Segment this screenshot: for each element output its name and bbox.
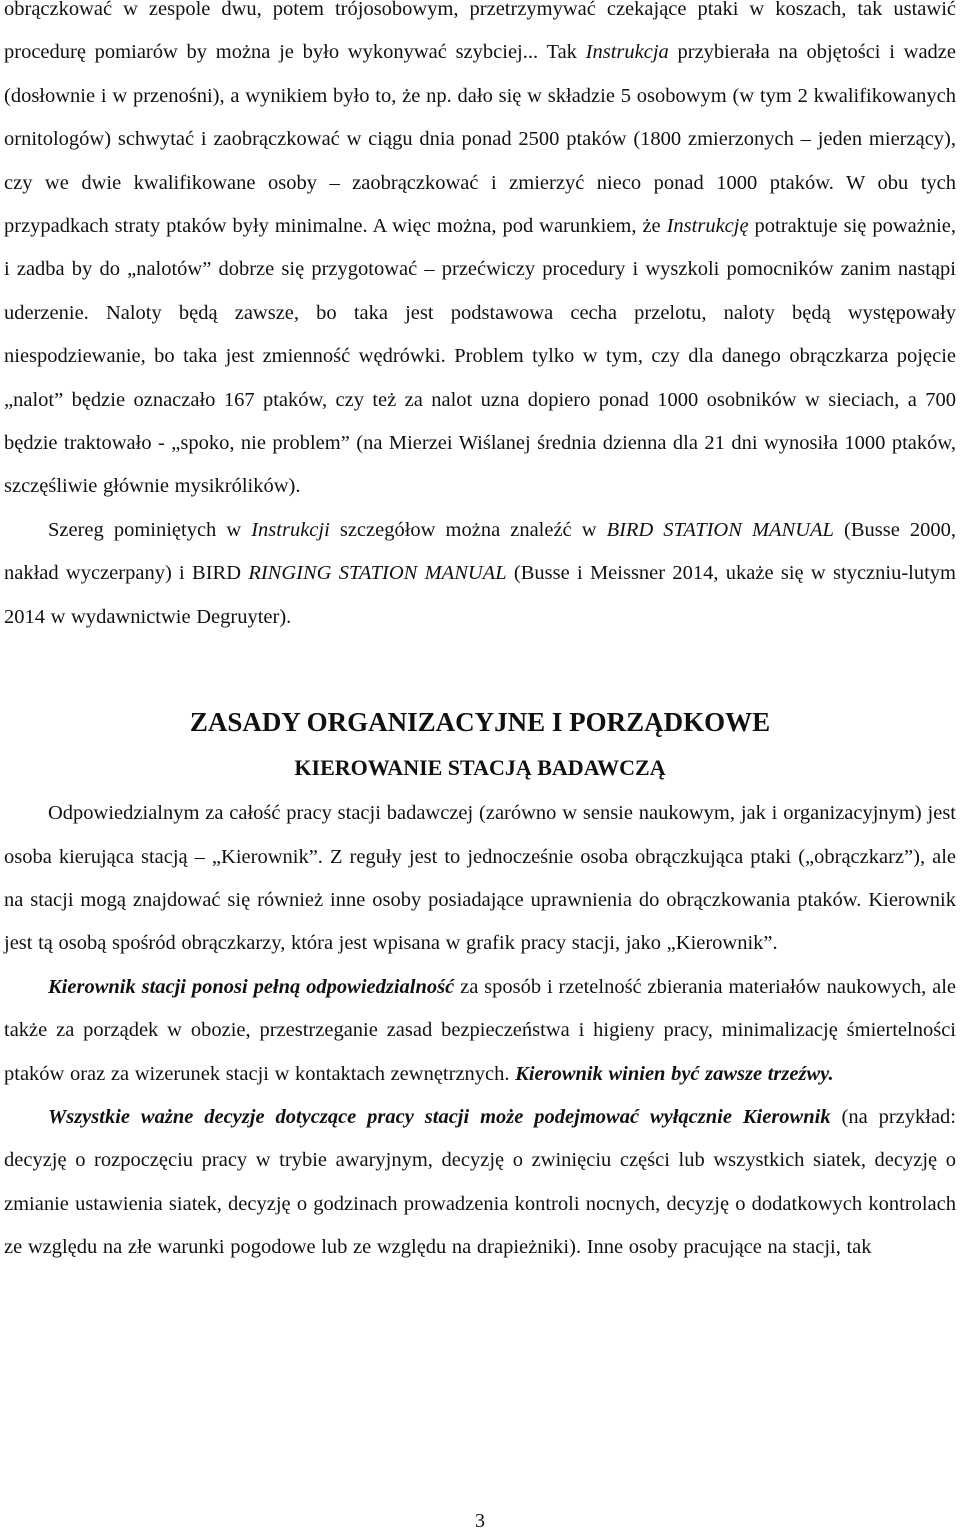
italic-text-run: Instrukcję [666,215,749,238]
italic-text-run: Instrukcja [585,41,669,64]
italic-text-run: RINGING STATION MANUAL [248,562,507,585]
bold-italic-text-run: Kierownik winien być zawsze trzeźwy. [515,1062,834,1085]
paragraph-kierownik-decisions [4,1096,956,1270]
paragraph-manual-references [4,509,956,639]
text-run: (na przykład: decyzję o rozpoczęciu pracy w trybie awaryjnym, decyzję o zwinięciu części lub wszystkich siatek, decyzję o zmianie ustawienia siatek, decyzję o godzinach prowadzenia kontroli nocnych, decyzję o dodatkowych kontrolach ze względu na złe warunki pogodowe lub ze względu na drapieżniki). Inne osoby pracujące na stacji, tak [4,1105,956,1259]
text-run: przybierała na objętości i wadze (dosłownie i w przenośni), a wynikiem było to, że np. dało się w składzie 5 osobowym (w tym 2 kwalifikowanych ornitologów) schwytać i zaobrączkować w ciągu dnia ponad 2500 ptaków (1800 zmierzonych – jeden mierzący), czy we dwie kwalifikowane osoby – zaobrączkować i zmierzyć nieco ponad 1000 ptaków. W obu tych przypadkach straty ptaków były minimalne. A więc można, pod warunkiem, że [4,41,956,238]
italic-text-run: Instrukcji [251,518,330,541]
text-run: Szereg pominiętych w [48,518,252,541]
paragraph-kierownik-responsibility [4,966,956,1096]
paragraph-kierownik-definition: Odpowiedzialnym za całość pracy stacji badawczej (zarówno w sensie naukowym, jak i organizacyjnym) jest osoba kierująca stacją – „Kierownik”. Z reguły jest to jednocześnie osoba obrączkująca ptaki („obrączkarz”), ale na stacji mogą znajdować się również inne osoby posiadające uprawnienia do obrączkowania ptaków. Kierownik jest tą osobą spośród obrączkarzy, która jest wpisana w grafik pracy stacji, jako „Kierownik”. [4,802,956,955]
bold-italic-text-run: Kierownik stacji ponosi pełną odpowiedzialność [48,975,455,998]
document-page [4,0,956,1270]
text-run: obrączkować w zespole dwu, potem trójosobowym, przetrzymywać czekające ptaki w koszach, tak ustawić procedurę pomiarów by można je było wykonywać szybciej... Tak [4,0,956,64]
page-number: 3 [475,1510,485,1532]
text-run: (Busse i Meissner 2014, ukaże się w styczniu-lutym 2014 w wydawnictwie Degruyter). [4,562,956,628]
bold-italic-text-run: Wszystkie ważne decyzje dotyczące pracy stacji może podejmować wyłącznie Kierownik [48,1105,831,1128]
paragraph-instrukcja-growth [4,0,956,509]
italic-text-run: BIRD STATION MANUAL [606,518,834,541]
text-run: za sposób i rzetelność zbierania materiałów naukowych, ale także za porządek w obozie, przestrzeganie zasad bezpieczeństwa i higieny pracy, minimalizację śmiertelności ptaków oraz za wizerunek stacji w kontaktach zewnętrznych. [4,975,956,1085]
section-heading: ZASADY ORGANIZACYJNE I PORZĄDKOWE [189,707,771,738]
text-run: (Busse 2000, nakład wyczerpany) i BIRD [4,518,957,585]
subsection-heading: KIEROWANIE STACJĄ BADAWCZĄ [294,755,666,781]
text-run: szczegółow można znaleźć w [329,518,607,541]
text-run: potraktuje się poważnie, i zadba by do „nalotów” dobrze się przygotować – przećwiczy procedury i wyszkoli pomocników zanim nastąpi uderzenie. Naloty będą zawsze, bo taka jest podstawowa cecha przelotu, naloty będą występowały niespodziewanie, bo taka jest zmienność wędrówki. Problem tylko w tym, czy dla danego obrączkarza pojęcie „nalot” będzie oznaczało 167 ptaków, czy też za nalot uzna dopiero ponad 1000 osobników w sieciach, a 700 będzie traktowało - „spoko, nie problem” (na Mierzei Wiślanej średnia dzienna dla 21 dni wynosiła 1000 ptaków, szczęśliwie głównie mysikrólików). [4,215,956,498]
